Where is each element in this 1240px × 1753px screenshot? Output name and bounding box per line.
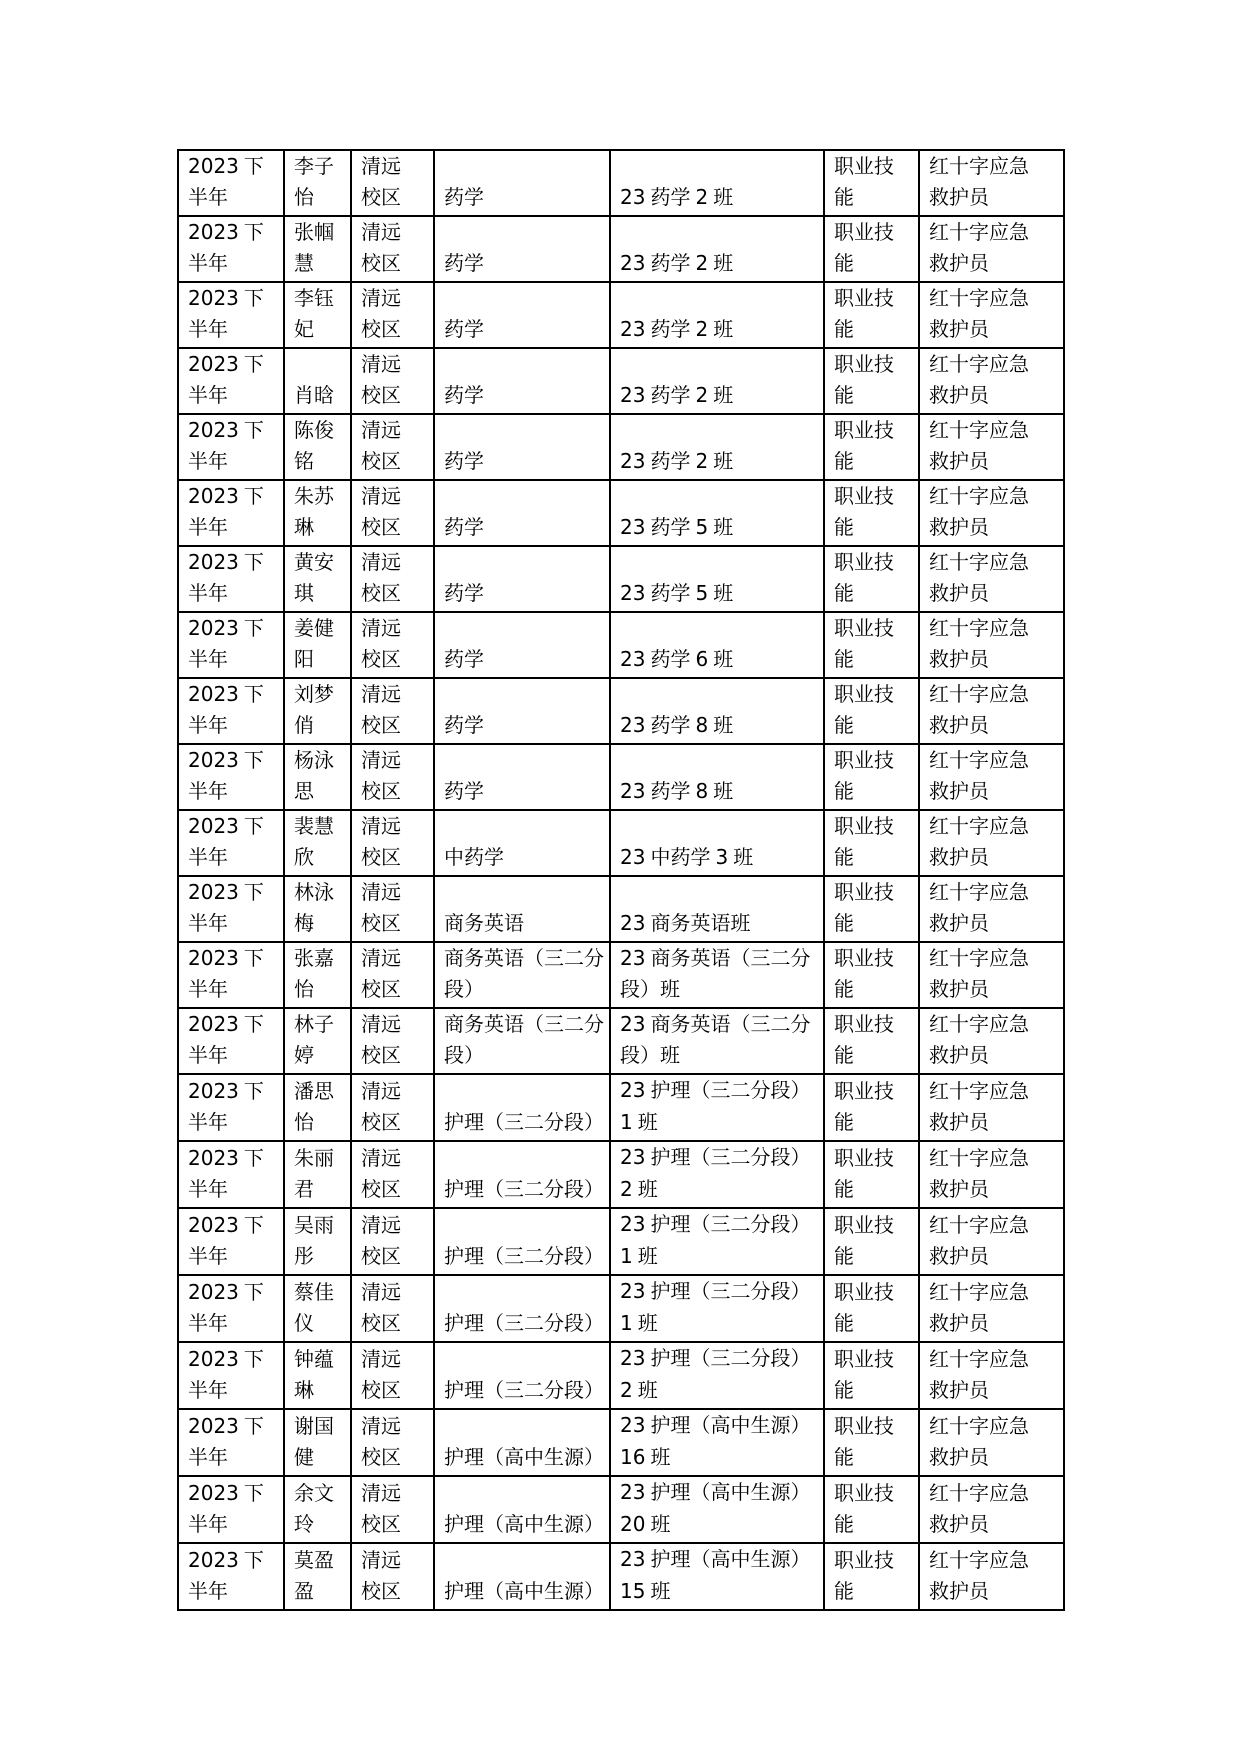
cell-major: 药学 [434, 414, 610, 480]
cell-category: 职业技能 [824, 810, 919, 876]
cell-category: 职业技能 [824, 1543, 919, 1610]
cell-student-name: 朱苏琳 [284, 480, 351, 546]
cell-period: 2023 下半年 [178, 1074, 284, 1141]
cell-certificate: 红十字应急救护员 [919, 678, 1064, 744]
table-row [178, 810, 1064, 876]
cell-student-name: 莫盈盈 [284, 1543, 351, 1610]
cell-category: 职业技能 [824, 348, 919, 414]
cell-major: 药学 [434, 216, 610, 282]
cell-period: 2023 下半年 [178, 1275, 284, 1342]
cell-class: 23 护理（三二分段）1 班 [610, 1074, 824, 1141]
cell-major: 护理（三二分段） [434, 1208, 610, 1275]
cell-period: 2023 下半年 [178, 1208, 284, 1275]
table-row [178, 1476, 1064, 1543]
cell-category: 职业技能 [824, 612, 919, 678]
cell-class: 23 护理（高中生源）15 班 [610, 1543, 824, 1610]
table-row [178, 1543, 1064, 1610]
cell-student-name: 杨泳思 [284, 744, 351, 810]
cell-campus: 清远校区 [351, 1074, 434, 1141]
cell-period: 2023 下半年 [178, 1008, 284, 1074]
cell-period: 2023 下半年 [178, 546, 284, 612]
cell-category: 职业技能 [824, 1342, 919, 1409]
cell-student-name: 姜健阳 [284, 612, 351, 678]
cell-student-name: 余文玲 [284, 1476, 351, 1543]
cell-period: 2023 下半年 [178, 942, 284, 1008]
table-row [178, 612, 1064, 678]
cell-certificate: 红十字应急救护员 [919, 1275, 1064, 1342]
cell-campus: 清远校区 [351, 348, 434, 414]
cell-class: 23 护理（三二分段）2 班 [610, 1141, 824, 1208]
cell-student-name: 谢国健 [284, 1409, 351, 1476]
table-row [178, 546, 1064, 612]
cell-campus: 清远校区 [351, 1008, 434, 1074]
cell-certificate: 红十字应急救护员 [919, 1141, 1064, 1208]
cell-class: 23 药学 2 班 [610, 282, 824, 348]
cell-campus: 清远校区 [351, 942, 434, 1008]
table-row [178, 480, 1064, 546]
cell-major: 药学 [434, 348, 610, 414]
cell-period: 2023 下半年 [178, 678, 284, 744]
cell-class: 23 护理（三二分段）1 班 [610, 1275, 824, 1342]
cell-campus: 清远校区 [351, 744, 434, 810]
training-records-table [177, 149, 1065, 1611]
cell-class: 23 商务英语（三二分段）班 [610, 942, 824, 1008]
cell-campus: 清远校区 [351, 546, 434, 612]
table-row [178, 678, 1064, 744]
cell-category: 职业技能 [824, 1208, 919, 1275]
cell-certificate: 红十字应急救护员 [919, 480, 1064, 546]
cell-campus: 清远校区 [351, 1208, 434, 1275]
cell-campus: 清远校区 [351, 1342, 434, 1409]
cell-major: 药学 [434, 744, 610, 810]
cell-student-name: 张嘉怡 [284, 942, 351, 1008]
cell-class: 23 护理（高中生源）16 班 [610, 1409, 824, 1476]
cell-major: 护理（高中生源） [434, 1409, 610, 1476]
cell-campus: 清远校区 [351, 282, 434, 348]
cell-campus: 清远校区 [351, 678, 434, 744]
cell-campus: 清远校区 [351, 1409, 434, 1476]
cell-major: 药学 [434, 480, 610, 546]
cell-period: 2023 下半年 [178, 744, 284, 810]
cell-student-name: 朱丽君 [284, 1141, 351, 1208]
cell-major: 护理（三二分段） [434, 1275, 610, 1342]
cell-major: 药学 [434, 546, 610, 612]
cell-certificate: 红十字应急救护员 [919, 942, 1064, 1008]
cell-period: 2023 下半年 [178, 1342, 284, 1409]
cell-major: 药学 [434, 678, 610, 744]
cell-period: 2023 下半年 [178, 1141, 284, 1208]
table-body [178, 150, 1064, 1610]
cell-student-name: 潘思怡 [284, 1074, 351, 1141]
table-row [178, 1275, 1064, 1342]
table-row [178, 1342, 1064, 1409]
cell-class: 23 药学 8 班 [610, 678, 824, 744]
table-row [178, 282, 1064, 348]
cell-period: 2023 下半年 [178, 414, 284, 480]
cell-certificate: 红十字应急救护员 [919, 1208, 1064, 1275]
table-row [178, 1008, 1064, 1074]
cell-major: 护理（三二分段） [434, 1342, 610, 1409]
cell-period: 2023 下半年 [178, 810, 284, 876]
cell-certificate: 红十字应急救护员 [919, 150, 1064, 216]
cell-period: 2023 下半年 [178, 216, 284, 282]
table-row [178, 348, 1064, 414]
cell-category: 职业技能 [824, 744, 919, 810]
cell-period: 2023 下半年 [178, 282, 284, 348]
cell-certificate: 红十字应急救护员 [919, 1543, 1064, 1610]
cell-category: 职业技能 [824, 1141, 919, 1208]
cell-certificate: 红十字应急救护员 [919, 414, 1064, 480]
cell-student-name: 吴雨彤 [284, 1208, 351, 1275]
cell-category: 职业技能 [824, 216, 919, 282]
cell-period: 2023 下半年 [178, 1543, 284, 1610]
cell-student-name: 肖晗 [284, 348, 351, 414]
cell-category: 职业技能 [824, 1476, 919, 1543]
cell-major: 药学 [434, 150, 610, 216]
cell-major: 商务英语 [434, 876, 610, 942]
cell-category: 职业技能 [824, 942, 919, 1008]
cell-certificate: 红十字应急救护员 [919, 216, 1064, 282]
cell-period: 2023 下半年 [178, 612, 284, 678]
cell-campus: 清远校区 [351, 414, 434, 480]
cell-period: 2023 下半年 [178, 348, 284, 414]
cell-student-name: 陈俊铭 [284, 414, 351, 480]
cell-campus: 清远校区 [351, 612, 434, 678]
cell-class: 23 药学 5 班 [610, 480, 824, 546]
cell-class: 23 商务英语班 [610, 876, 824, 942]
cell-certificate: 红十字应急救护员 [919, 1476, 1064, 1543]
table-row [178, 1208, 1064, 1275]
cell-category: 职业技能 [824, 480, 919, 546]
cell-class: 23 药学 2 班 [610, 150, 824, 216]
cell-campus: 清远校区 [351, 1141, 434, 1208]
cell-period: 2023 下半年 [178, 150, 284, 216]
table-row [178, 1409, 1064, 1476]
cell-category: 职业技能 [824, 876, 919, 942]
cell-category: 职业技能 [824, 414, 919, 480]
cell-major: 护理（三二分段） [434, 1074, 610, 1141]
cell-student-name: 黄安琪 [284, 546, 351, 612]
table-row [178, 1074, 1064, 1141]
cell-campus: 清远校区 [351, 480, 434, 546]
cell-class: 23 护理（高中生源）20 班 [610, 1476, 824, 1543]
cell-certificate: 红十字应急救护员 [919, 546, 1064, 612]
cell-campus: 清远校区 [351, 1476, 434, 1543]
cell-class: 23 商务英语（三二分段）班 [610, 1008, 824, 1074]
cell-class: 23 药学 5 班 [610, 546, 824, 612]
cell-major: 护理（三二分段） [434, 1141, 610, 1208]
cell-category: 职业技能 [824, 546, 919, 612]
cell-class: 23 药学 2 班 [610, 216, 824, 282]
table-row [178, 414, 1064, 480]
cell-category: 职业技能 [824, 1008, 919, 1074]
cell-campus: 清远校区 [351, 810, 434, 876]
cell-student-name: 蔡佳仪 [284, 1275, 351, 1342]
table-row [178, 942, 1064, 1008]
cell-certificate: 红十字应急救护员 [919, 1409, 1064, 1476]
cell-certificate: 红十字应急救护员 [919, 282, 1064, 348]
cell-campus: 清远校区 [351, 150, 434, 216]
cell-certificate: 红十字应急救护员 [919, 1008, 1064, 1074]
cell-class: 23 药学 2 班 [610, 348, 824, 414]
cell-category: 职业技能 [824, 1409, 919, 1476]
cell-class: 23 药学 6 班 [610, 612, 824, 678]
cell-student-name: 林子婷 [284, 1008, 351, 1074]
table-row [178, 150, 1064, 216]
cell-major: 护理（高中生源） [434, 1476, 610, 1543]
cell-campus: 清远校区 [351, 216, 434, 282]
cell-major: 药学 [434, 282, 610, 348]
table-row [178, 1141, 1064, 1208]
cell-major: 商务英语（三二分段） [434, 1008, 610, 1074]
cell-major: 药学 [434, 612, 610, 678]
cell-class: 23 护理（三二分段）2 班 [610, 1342, 824, 1409]
cell-major: 护理（高中生源） [434, 1543, 610, 1610]
cell-major: 中药学 [434, 810, 610, 876]
cell-certificate: 红十字应急救护员 [919, 1074, 1064, 1141]
table-row [178, 216, 1064, 282]
cell-class: 23 护理（三二分段）1 班 [610, 1208, 824, 1275]
cell-student-name: 李子怡 [284, 150, 351, 216]
cell-student-name: 刘梦俏 [284, 678, 351, 744]
cell-class: 23 中药学 3 班 [610, 810, 824, 876]
cell-campus: 清远校区 [351, 1275, 434, 1342]
cell-category: 职业技能 [824, 282, 919, 348]
cell-category: 职业技能 [824, 678, 919, 744]
cell-period: 2023 下半年 [178, 1476, 284, 1543]
cell-certificate: 红十字应急救护员 [919, 876, 1064, 942]
table-row [178, 876, 1064, 942]
cell-category: 职业技能 [824, 150, 919, 216]
cell-student-name: 林泳梅 [284, 876, 351, 942]
cell-major: 商务英语（三二分段） [434, 942, 610, 1008]
cell-certificate: 红十字应急救护员 [919, 1342, 1064, 1409]
cell-period: 2023 下半年 [178, 480, 284, 546]
cell-period: 2023 下半年 [178, 876, 284, 942]
cell-certificate: 红十字应急救护员 [919, 612, 1064, 678]
cell-student-name: 张帼慧 [284, 216, 351, 282]
cell-category: 职业技能 [824, 1275, 919, 1342]
table-row [178, 744, 1064, 810]
cell-campus: 清远校区 [351, 876, 434, 942]
cell-student-name: 李钰妃 [284, 282, 351, 348]
cell-certificate: 红十字应急救护员 [919, 744, 1064, 810]
cell-class: 23 药学 8 班 [610, 744, 824, 810]
cell-campus: 清远校区 [351, 1543, 434, 1610]
cell-category: 职业技能 [824, 1074, 919, 1141]
cell-student-name: 钟蕴琳 [284, 1342, 351, 1409]
cell-period: 2023 下半年 [178, 1409, 284, 1476]
cell-certificate: 红十字应急救护员 [919, 348, 1064, 414]
cell-student-name: 裴慧欣 [284, 810, 351, 876]
cell-class: 23 药学 2 班 [610, 414, 824, 480]
cell-certificate: 红十字应急救护员 [919, 810, 1064, 876]
